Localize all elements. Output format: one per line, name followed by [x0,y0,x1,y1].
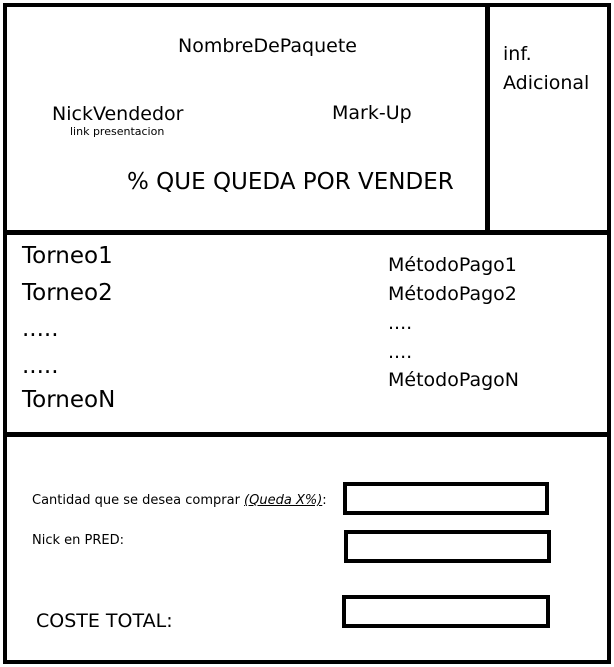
tournament-item: Torneo1 [22,243,113,269]
payment-method-item: .... [388,312,413,334]
tournament-item: Torneo2 [22,280,113,306]
total-cost-field [342,595,550,628]
extra-info-label: inf. Adicional [503,43,590,94]
package-header-panel [3,3,489,234]
presentation-link[interactable]: link presentacion [70,125,165,138]
details-panel [3,231,611,436]
nick-label: Nick en PRED: [32,533,124,548]
seller-nick-link[interactable]: NickVendedor [52,103,184,125]
total-cost-label: COSTE TOTAL: [36,610,173,632]
extra-info-panel [486,3,611,234]
tournament-item: TorneoN [22,387,116,413]
payment-method-item: .... [388,341,413,363]
payment-method-item: MétodoPago1 [388,254,517,276]
markup-label: Mark-Up [332,102,412,124]
quantity-label-colon: : [322,493,327,508]
remaining-percent-label: % QUE QUEDA POR VENDER [127,169,454,195]
quantity-label-text: Cantidad que se desea comprar [32,493,245,508]
tournament-item: ..... [22,316,59,342]
payment-method-item: MétodoPagoN [388,369,519,391]
nick-input[interactable] [344,530,551,563]
payment-method-item: MétodoPago2 [388,283,517,305]
purchase-form-panel [3,433,611,664]
quantity-input[interactable] [343,482,549,515]
package-name: NombreDePaquete [178,35,357,57]
tournament-item: ..... [22,353,59,379]
quantity-label [32,494,327,507]
quantity-remaining-hint: (Queda X%) [244,493,323,508]
